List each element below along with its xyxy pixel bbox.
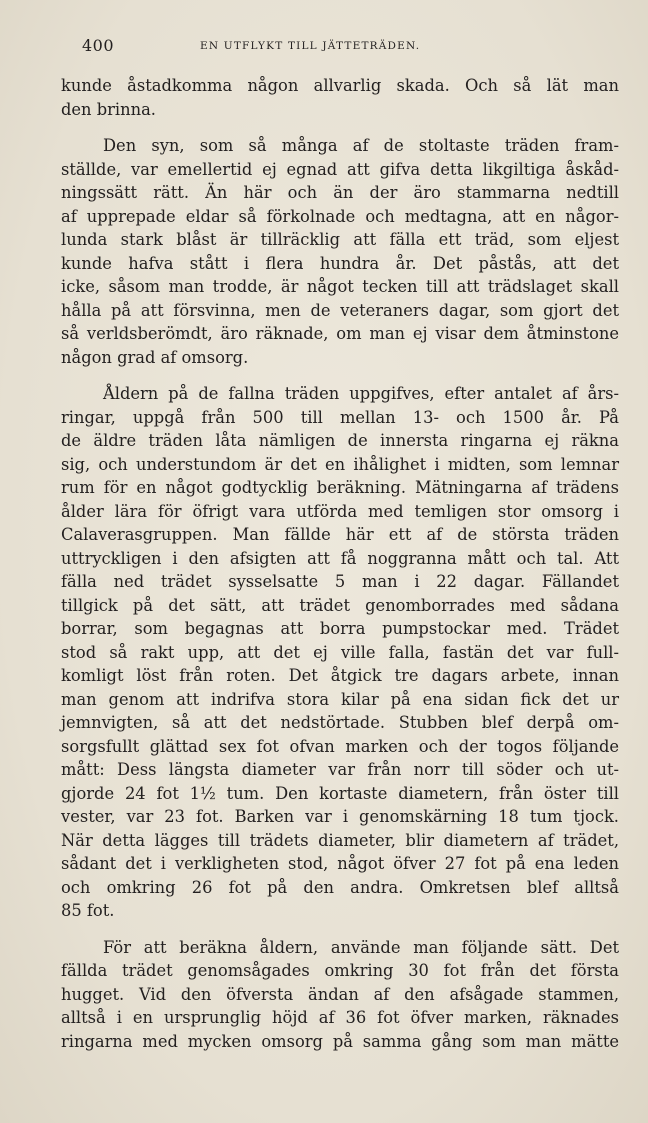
text-line: sig, och understundom är det en ihålighet i midten, som lemnar	[61, 454, 619, 474]
text-line: rum för en något godtycklig beräkning. Mätningarna af trädens	[61, 478, 619, 497]
text-line: mått: Dess längsta diameter var från norr till söder och ut-	[61, 760, 619, 779]
text-line: tillgick på det sätt, att trädet genomborrades med sådana	[61, 595, 619, 615]
text-line: ringar, uppgå från 500 till mellan 13- och 1500 år. På	[61, 407, 619, 427]
text-line: borrar, som begagnas att borra pumpstockar med. Trädet	[61, 619, 619, 638]
text-line: ställde, var emellertid ej egnad att gifva detta likgiltiga åskåd-	[61, 159, 619, 179]
text-line: någon grad af omsorg.	[61, 347, 249, 367]
running-title: EN UTFLYKT TILL JÄTTETRÄDEN.	[200, 40, 421, 52]
paragraph-3	[61, 382, 619, 923]
text-line: lunda stark blåst är tillräcklig att fälla ett träd, som eljest	[61, 230, 619, 249]
text-line: sorgsfullt glättad sex fot ofvan marken och der togos följande	[61, 736, 619, 756]
text-line: ringarna med mycken omsorg på samma gång som man mätte	[61, 1031, 619, 1051]
text-line: ålder lära för öfrigt vara utförda med temligen stor omsorg i	[61, 501, 619, 521]
paragraph-2	[61, 134, 619, 369]
text-line: gjorde 24 fot 1½ tum. Den kortaste diametern, från öster till	[61, 783, 619, 803]
text-line: jemnvigten, så att det nedstörtade. Stubben blef derpå om-	[61, 713, 619, 732]
text-line: komligt löst från roten. Det åtgick tre dagars arbete, innan	[61, 666, 619, 685]
body-text	[61, 74, 619, 1053]
text-line: och omkring 26 fot på den andra. Omkretsen blef alltså	[61, 877, 619, 897]
paragraph-1	[61, 74, 619, 121]
text-line: kunde åstadkomma någon allvarlig skada. Och så lät man	[61, 76, 619, 95]
text-line: alltså i en ursprunglig höjd af 36 fot öfver marken, räknades	[61, 1008, 619, 1027]
text-line: vester, var 23 fot. Barken var i genomskärning 18 tum tjock.	[61, 807, 619, 826]
text-line: Calaverasgruppen. Man fällde här ett af de största träden	[61, 525, 619, 544]
text-line: Åldern på de fallna träden uppgifves, efter antalet af års-	[103, 384, 619, 403]
page-header	[82, 36, 622, 58]
text-line: stod så rakt upp, att det ej ville falla, fastän det var full-	[61, 642, 619, 662]
text-line: man genom att indrifva stora kilar på ena sidan fick det ur	[61, 689, 619, 709]
text-line: hugget. Vid den öfversta ändan af den afsågade stammen,	[61, 984, 619, 1004]
text-line: uttryckligen i den afsigten att få noggranna mått och tal. Att	[61, 548, 619, 568]
text-line: så verldsberömdt, äro räknade, om man ej visar dem åtminstone	[61, 324, 619, 343]
text-line: icke, såsom man trodde, är något tecken till att trädslaget skall	[61, 277, 619, 296]
text-line: För att beräkna åldern, använde man följande sätt. Det	[103, 937, 619, 957]
text-line: den brinna.	[61, 99, 156, 119]
text-line: hålla på att försvinna, men de veteraners dagar, som gjort det	[61, 300, 619, 320]
text-line: 85 fot.	[61, 901, 115, 920]
text-line: kunde hafva stått i flera hundra år. Det påstås, att det	[61, 253, 619, 273]
text-line: ningssätt rätt. Än här och än der äro stammarna nedtill	[61, 183, 619, 202]
text-line: de äldre träden låta nämligen de innersta ringarna ej räkna	[61, 431, 619, 450]
paragraph-4	[61, 936, 619, 1054]
page-number: 400	[82, 36, 115, 55]
text-line: fälla ned trädet sysselsatte 5 man i 22 dagar. Fällandet	[61, 572, 619, 591]
text-line: När detta lägges till trädets diameter, blir diametern af trädet,	[61, 830, 619, 850]
text-line: fällda trädet genomsågades omkring 30 fot från det första	[61, 961, 619, 980]
text-line: sådant det i verkligheten stod, något öfver 27 fot på ena leden	[61, 854, 619, 873]
text-line: Den syn, som så många af de stoltaste träden fram-	[103, 136, 619, 155]
text-line: af upprepade eldar så förkolnade och medtagna, att en någor-	[61, 206, 619, 226]
